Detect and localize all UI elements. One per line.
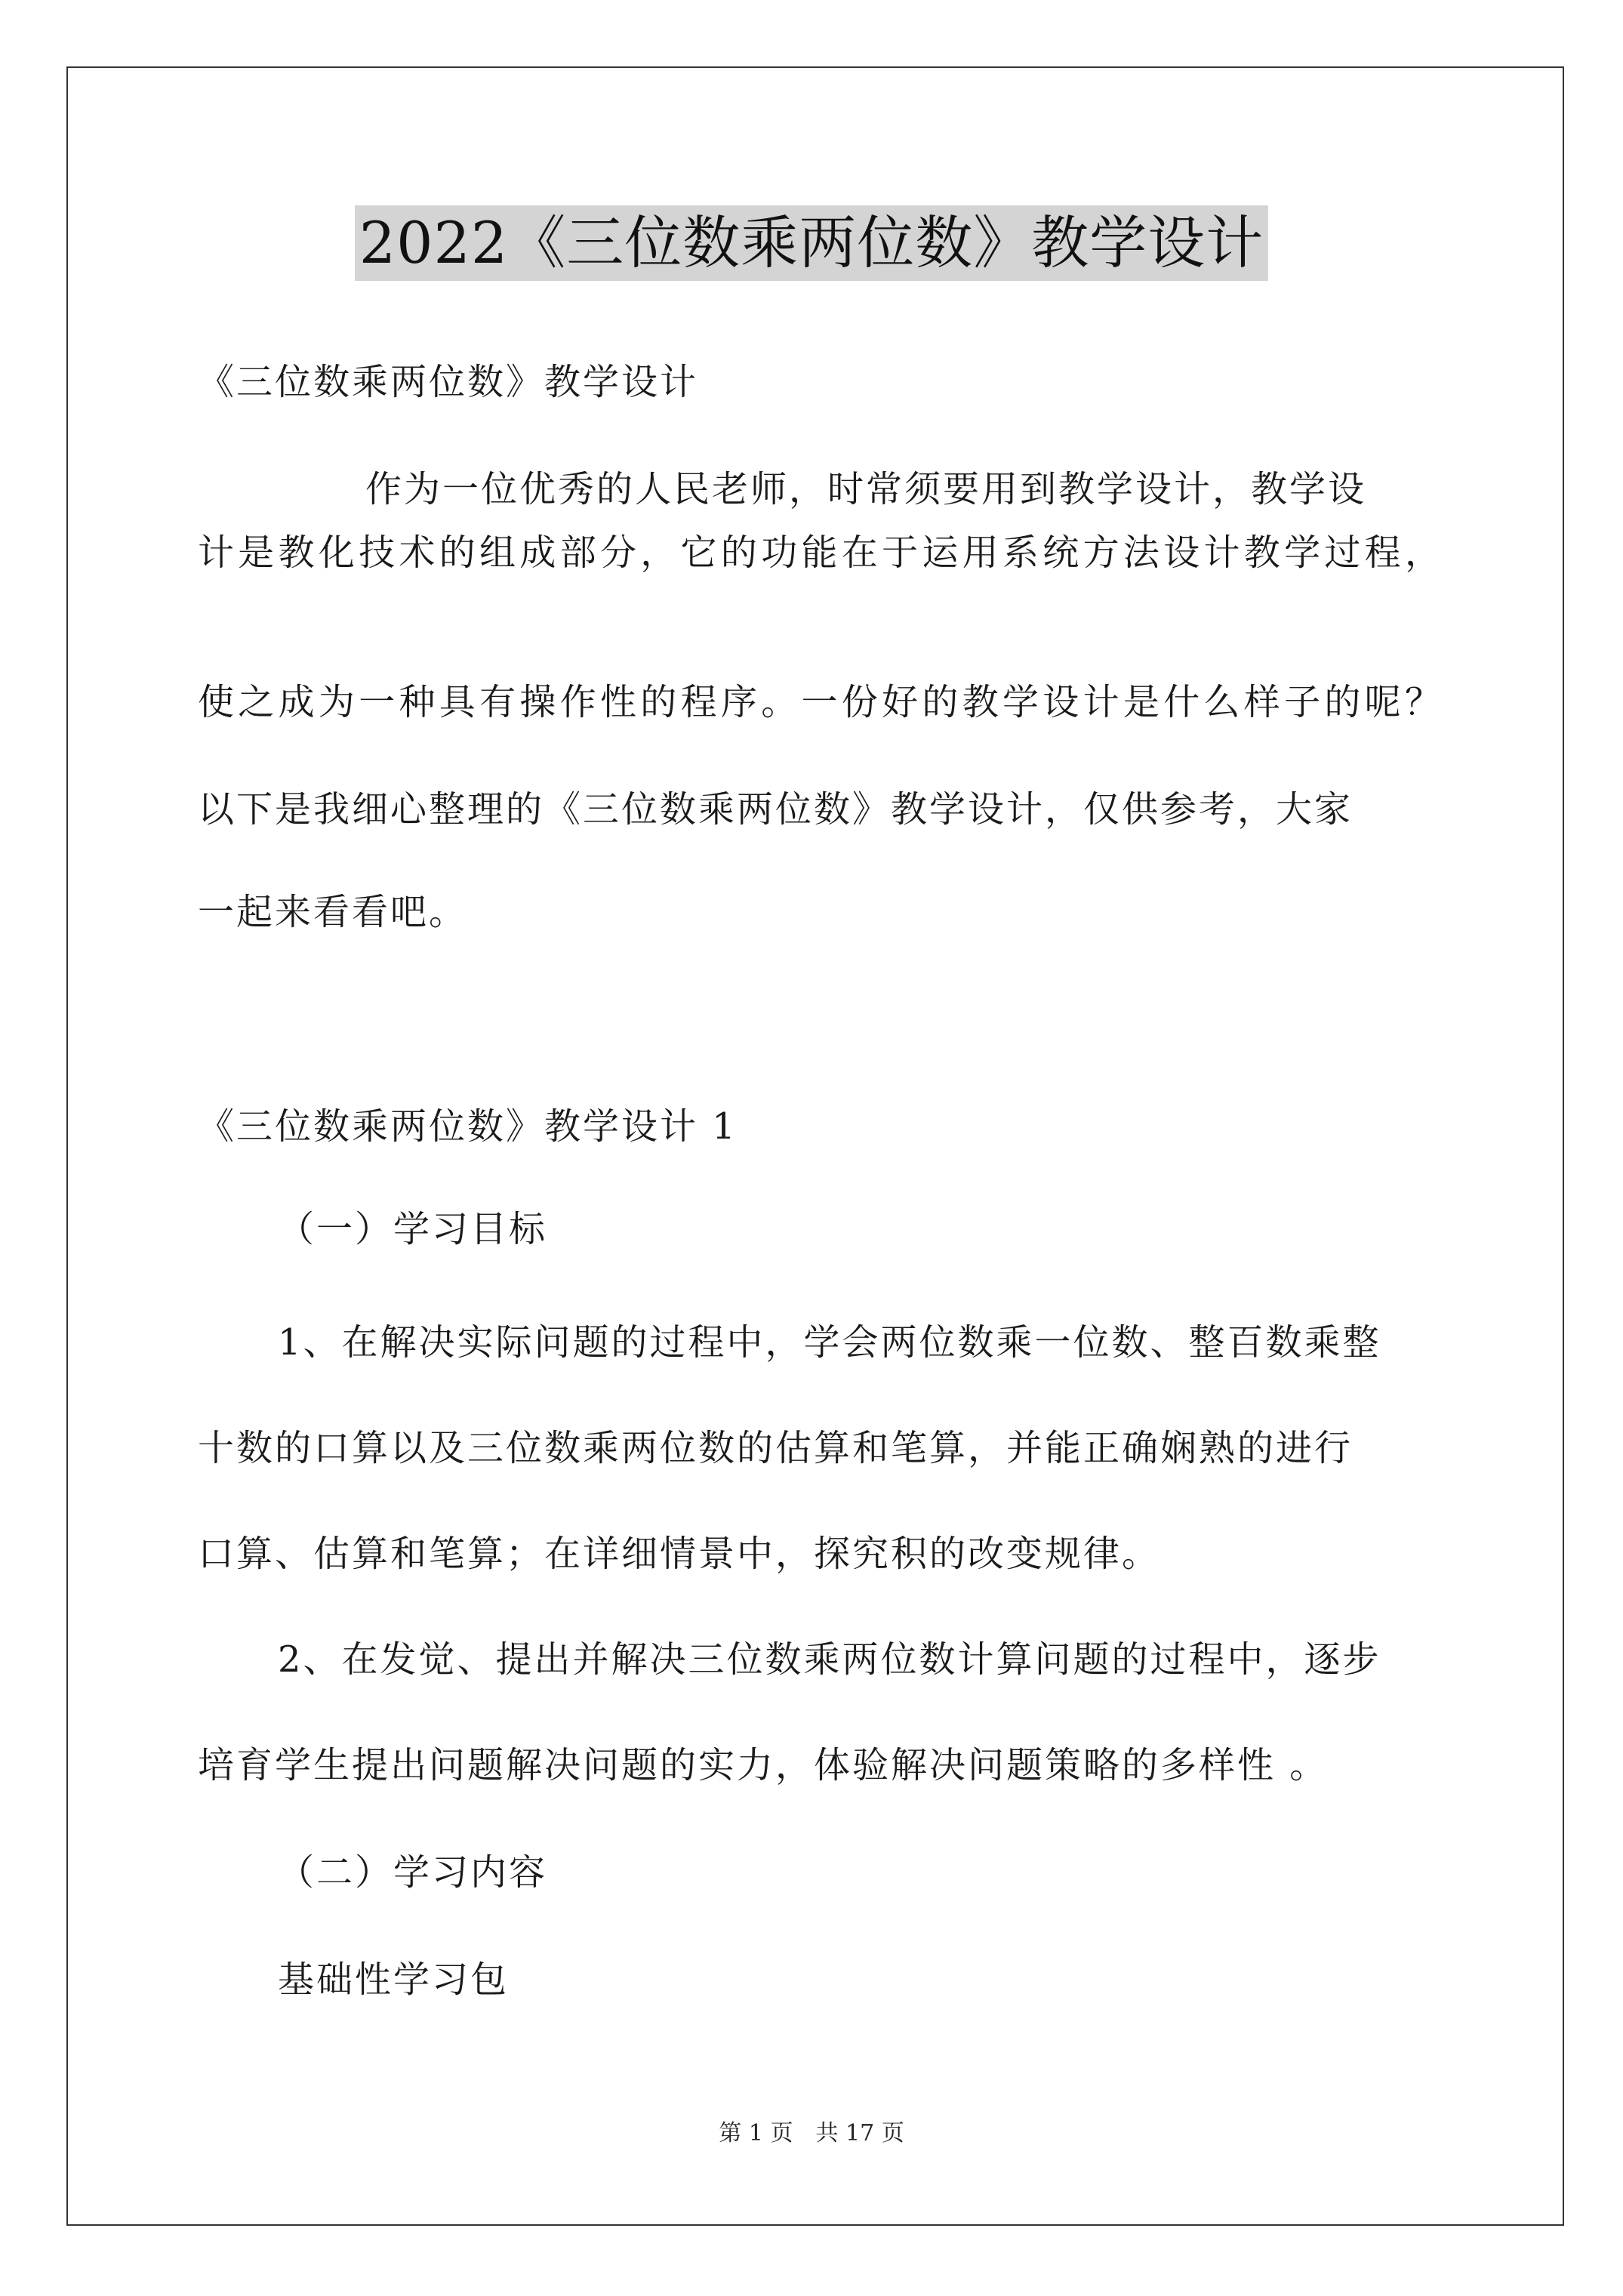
- section-heading: 《三位数乘两位数》教学设计 1: [198, 1105, 738, 1148]
- goal1-line-1: 1、在解决实际问题的过程中，学会两位数乘一位数、整百数乘整: [278, 1321, 1381, 1364]
- goal1-line-3: 口算、估算和笔算；在详细情景中，探究积的改变规律。: [198, 1533, 1161, 1575]
- part2-heading: （二）学习内容: [278, 1851, 548, 1894]
- goal1-line-2: 十数的口算以及三位数乘两位数的估算和笔算，并能正确娴熟的进行: [198, 1427, 1354, 1469]
- goal2-line-1: 2、在发觉、提出并解决三位数乘两位数计算问题的过程中，逐步: [278, 1638, 1381, 1681]
- intro-line-3: 使之成为一种具有操作性的程序。一份好的教学设计是什么样子的呢？: [198, 681, 1443, 723]
- document-title: 2022《三位数乘两位数》教学设计: [355, 205, 1268, 281]
- intro-line-5: 一起来看看吧。: [198, 891, 468, 933]
- part1-heading: （一）学习目标: [278, 1208, 548, 1250]
- page-footer: 第 1 页 共 17 页: [719, 2120, 904, 2147]
- intro-line-2: 计是教化技术的组成部分，它的功能在于运用系统方法设计教学过程，: [198, 532, 1443, 574]
- intro-line-1: 作为一位优秀的人民老师，时常须要用到教学设计，教学设: [365, 468, 1367, 510]
- title-container: [0, 205, 1623, 281]
- intro-line-4: 以下是我细心整理的《三位数乘两位数》教学设计，仅供参考，大家: [198, 788, 1354, 831]
- document-subtitle: 《三位数乘两位数》教学设计: [198, 361, 699, 403]
- goal2-line-2: 培育学生提出问题解决问题的实力，体验解决问题策略的多样性 。: [198, 1744, 1329, 1786]
- package-label: 基础性学习包: [278, 1959, 510, 2001]
